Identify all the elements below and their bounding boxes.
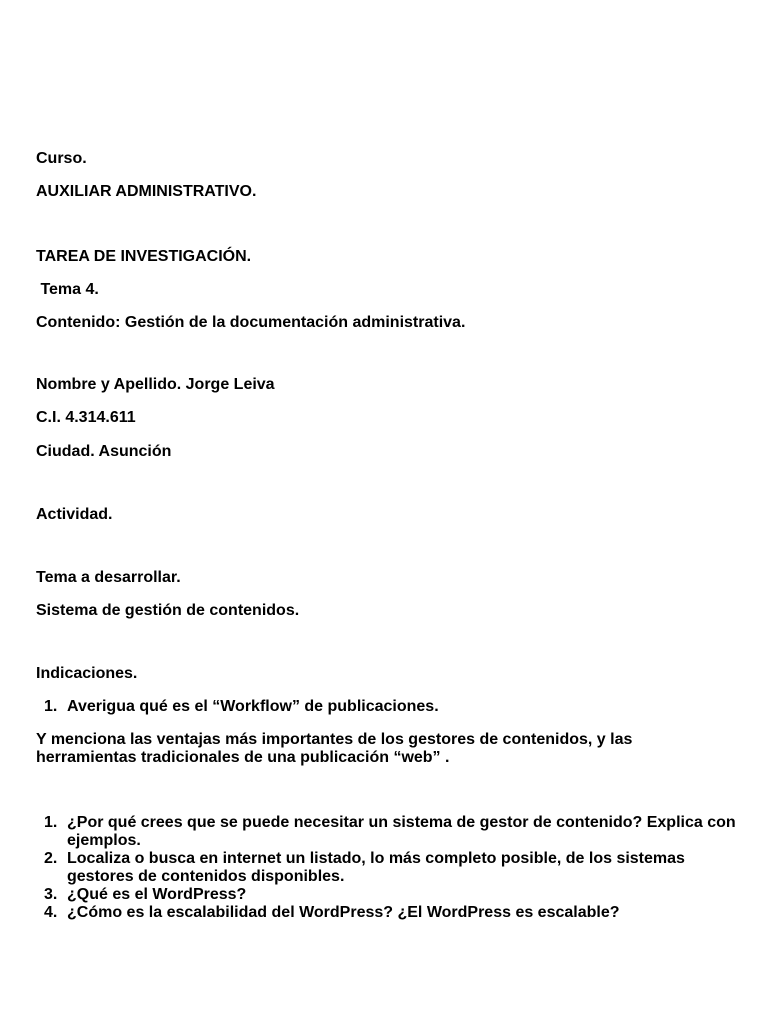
list-number: 2.	[44, 850, 58, 867]
list-number: 3.	[44, 886, 58, 903]
list-item	[36, 904, 736, 922]
activity-label: Actividad.	[36, 506, 113, 523]
list-item	[36, 698, 736, 716]
list-item	[36, 886, 736, 904]
list-text: Averigua qué es el “Workflow” de publicaciones.	[67, 698, 439, 715]
list-item	[36, 850, 736, 886]
theme-label: Tema a desarrollar.	[36, 569, 181, 586]
list-text: ¿Qué es el WordPress?	[67, 886, 247, 903]
list-text: Localiza o busca en internet un listado, lo más completo posible, de los sistemas gestores de contenidos disponibles.	[67, 850, 685, 885]
course-name: AUXILIAR ADMINISTRATIVO.	[36, 183, 257, 200]
instructions-label: Indicaciones.	[36, 665, 138, 682]
city: Ciudad. Asunción	[36, 443, 172, 460]
topic: Tema 4.	[36, 281, 99, 298]
student-name: Nombre y Apellido. Jorge Leiva	[36, 376, 275, 393]
course-label: Curso.	[36, 150, 87, 167]
student-id: C.I. 4.314.611	[36, 409, 136, 426]
list-number: 1.	[44, 814, 58, 831]
content-line: Contenido: Gestión de la documentación administrativa.	[36, 314, 466, 331]
list-number: 1.	[44, 698, 58, 715]
theme: Sistema de gestión de contenidos.	[36, 602, 300, 619]
list-number: 4.	[44, 904, 58, 921]
list-text: ¿Cómo es la escalabilidad del WordPress? ¿El WordPress es escalable?	[67, 904, 620, 921]
paragraph: Y menciona las ventajas más importantes de los gestores de contenidos, y las herramientas tradicionales de una publicación “web” .	[36, 731, 633, 766]
task-title: TAREA DE INVESTIGACIÓN.	[36, 248, 252, 265]
list-text: ¿Por qué crees que se puede necesitar un sistema de gestor de contenido? Explica con ejemplos.	[67, 814, 736, 849]
list-item	[36, 814, 736, 850]
